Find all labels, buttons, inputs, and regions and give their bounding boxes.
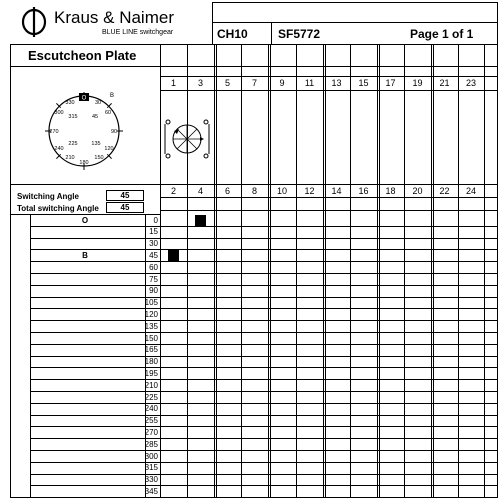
position-angle: 240 [144, 404, 158, 413]
terminal-top-3: 3 [197, 78, 203, 88]
svg-text:150: 150 [94, 155, 104, 161]
position-angle: 210 [144, 381, 158, 390]
svg-text:120: 120 [104, 146, 114, 152]
terminal-top-17: 17 [385, 78, 396, 88]
position-angle: 300 [144, 452, 158, 461]
terminal-top-7: 7 [251, 78, 257, 88]
position-angle: 105 [144, 298, 158, 307]
position-angle: 195 [144, 369, 158, 378]
position-angle: 180 [144, 357, 158, 366]
total-switching-angle-value: 45 [120, 203, 130, 212]
position-angle: 345 [144, 487, 158, 496]
model-code: CH10 [217, 27, 248, 41]
position-name: O [81, 216, 89, 225]
terminal-top-9: 9 [279, 78, 285, 88]
svg-text:135: 135 [91, 141, 101, 147]
position-angle: 60 [149, 263, 158, 272]
drawing-number: SF5772 [278, 27, 321, 41]
position-angle: 45 [149, 251, 158, 260]
closed-contact-mark [168, 250, 179, 261]
svg-text:B: B [109, 93, 115, 99]
svg-text:30: 30 [94, 100, 102, 106]
terminal-bottom-24: 24 [465, 186, 476, 196]
terminal-top-11: 11 [304, 78, 315, 88]
terminal-bottom-2: 2 [170, 186, 176, 196]
position-angle: 120 [144, 310, 158, 319]
svg-text:60: 60 [104, 110, 112, 116]
terminal-top-1: 1 [170, 78, 176, 88]
svg-text:270: 270 [49, 129, 59, 135]
terminal-top-15: 15 [358, 78, 369, 88]
svg-text:180: 180 [79, 160, 89, 166]
position-angle: 165 [144, 345, 158, 354]
page-indicator: Page 1 of 1 [410, 27, 474, 41]
terminal-bottom-22: 22 [439, 186, 450, 196]
escutcheon-title: Escutcheon Plate [28, 48, 137, 63]
svg-text:45: 45 [91, 114, 99, 120]
position-angle: 255 [144, 416, 158, 425]
svg-text:300: 300 [54, 110, 64, 116]
switching-angle-value: 45 [120, 191, 130, 200]
total-switching-angle-label: Total switching Angle [17, 204, 99, 213]
position-angle: 15 [149, 227, 158, 236]
position-angle: 315 [144, 463, 158, 472]
terminal-bottom-4: 4 [197, 186, 203, 196]
position-angle: 270 [144, 428, 158, 437]
terminal-top-21: 21 [439, 78, 450, 88]
svg-text:315: 315 [68, 114, 78, 120]
svg-text:225: 225 [68, 141, 78, 147]
position-angle: 75 [149, 275, 158, 284]
position-angle: 285 [144, 440, 158, 449]
svg-text:330: 330 [65, 100, 75, 106]
svg-text:210: 210 [65, 155, 75, 161]
position-angle: 150 [144, 334, 158, 343]
position-angle: 330 [144, 475, 158, 484]
svg-text:240: 240 [54, 146, 64, 152]
terminal-bottom-18: 18 [385, 186, 396, 196]
terminal-top-5: 5 [224, 78, 230, 88]
svg-text:O: O [81, 95, 87, 102]
switching-angle-label: Switching Angle [17, 192, 79, 201]
terminal-bottom-16: 16 [358, 186, 369, 196]
closed-contact-mark [195, 215, 206, 226]
terminal-top-19: 19 [412, 78, 423, 88]
terminal-top-13: 13 [331, 78, 342, 88]
terminal-bottom-10: 10 [276, 186, 287, 196]
terminal-bottom-12: 12 [304, 186, 315, 196]
position-name: B [82, 251, 88, 260]
terminal-top-23: 23 [465, 78, 476, 88]
position-angle: 225 [144, 393, 158, 402]
svg-text:90: 90 [110, 129, 118, 135]
brand-tagline: BLUE LINE switchgear [102, 29, 174, 36]
position-angle: 135 [144, 322, 158, 331]
position-angle: 90 [149, 286, 158, 295]
position-angle: 30 [149, 239, 158, 248]
terminal-bottom-14: 14 [331, 186, 342, 196]
terminal-bottom-6: 6 [224, 186, 230, 196]
terminal-bottom-8: 8 [251, 186, 257, 196]
terminal-bottom-20: 20 [412, 186, 423, 196]
brand-name: Kraus & Naimer [54, 8, 174, 27]
position-angle: 0 [153, 216, 158, 225]
